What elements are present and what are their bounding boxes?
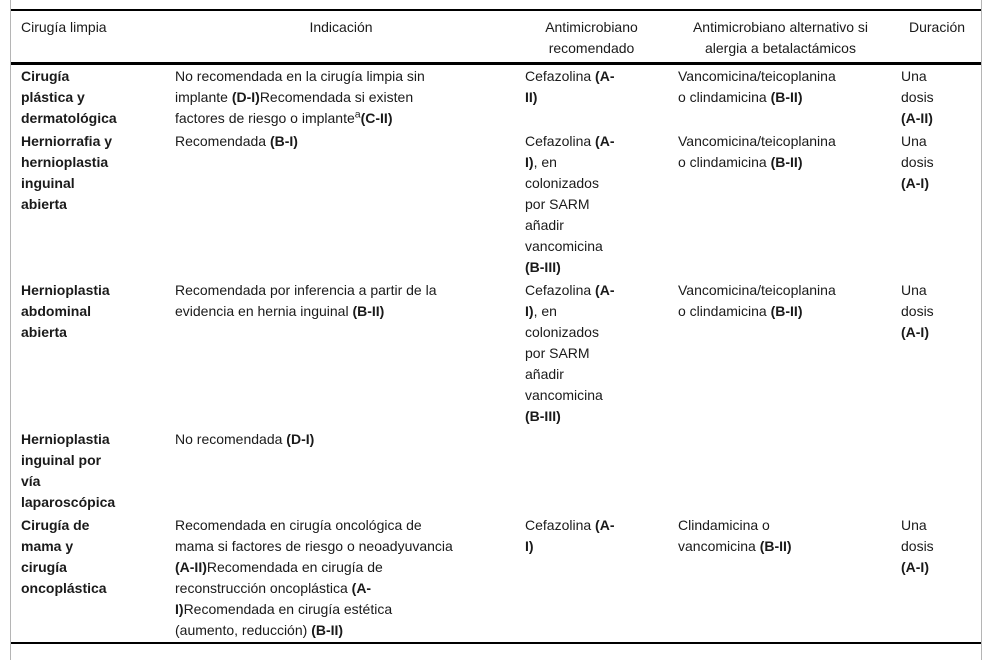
text-run: Una dosis [901,282,934,319]
indication-cell [167,279,515,428]
table-row [11,428,981,514]
prophylaxis-table [11,9,981,644]
indication-cell-content [175,515,455,641]
header-row [11,10,981,64]
antimicrobial-cell-content [525,66,620,108]
duration-cell [893,514,981,643]
text-run: Cefazolina [525,68,596,84]
evidence-grade: (A-I) [525,517,615,554]
evidence-grade: (B-II) [311,622,344,638]
col-header-antimicrobial: Antimicrobiano recomendado [515,10,668,64]
text-run: Recomendada si existen factores de riesgo o implante [175,89,414,126]
evidence-grade: (A-II) [525,68,615,105]
indication-cell [167,428,515,514]
text-run: Una dosis [901,133,934,170]
evidence-grade: (D-I) [231,89,260,105]
surgery-cell [11,64,167,131]
text-run: Clindamicina o vancomicina [678,517,770,554]
text-run: Cefazolina [525,133,596,149]
col-header-duration: Duración [893,10,981,64]
evidence-grade: (B-II) [770,89,803,105]
evidence-grade: (B-II) [770,154,803,170]
table-row [11,279,981,428]
evidence-grade: (B-II) [759,538,792,554]
text-run: Recomendada [175,133,270,149]
text-run: Recomendada por inferencia a partir de la evidencia en hernia inguinal [175,282,437,319]
evidence-grade: (A-I) [901,324,929,340]
text-run: Vancomicina/teicoplanina o clindamicina [678,68,836,105]
evidence-grade: (A-II) [901,110,933,126]
evidence-grade: (B-II) [770,303,803,319]
duration-cell [893,64,981,131]
alternative-cell-content [678,66,843,108]
indication-cell-content [175,131,455,152]
alternative-cell-content [678,515,843,557]
evidence-grade: (A-I) [901,559,929,575]
indication-cell [167,514,515,643]
text-run: Vancomicina/teicoplanina o clindamicina [678,133,836,170]
evidence-grade: (C-II) [360,110,393,126]
text-run: Una dosis [901,68,934,105]
table-row [11,64,981,131]
text-run: Recomendada en cirugía oncológica de mama si factores de riesgo o neoadyuvancia [175,517,453,554]
text-run: No recomendada [175,431,287,447]
antimicrobial-cell [515,279,668,428]
col-header-indication: Indicación [167,10,515,64]
alternative-cell-content [678,131,843,173]
surgery-name: Cirugía plástica y dermatológica [21,68,117,126]
antimicrobial-cell [515,64,668,131]
surgery-cell [11,428,167,514]
evidence-grade: (A-I) [525,282,615,319]
antimicrobial-cell [515,130,668,279]
indication-cell-content [175,66,455,129]
indication-cell [167,130,515,279]
antimicrobial-cell [515,514,668,643]
alternative-cell [668,130,893,279]
alternative-cell [668,514,893,643]
surgery-cell [11,130,167,279]
table-body [11,64,981,644]
text-run: Una dosis [901,517,934,554]
col-header-alternative: Antimicrobiano alternativo si alergia a betalactámicos [668,10,893,64]
antimicrobial-cell-content [525,280,620,427]
alternative-cell-content [678,280,843,322]
alternative-cell [668,64,893,131]
evidence-grade: (A-I) [525,133,615,170]
surgery-name: Herniorrafia y hernioplastia inguinal abierta [21,133,113,212]
duration-cell [893,279,981,428]
evidence-grade: (B-III) [525,408,561,424]
text-run: Cefazolina [525,517,596,533]
text-run: Recomendada en cirugía estética (aumento, reducción) [175,601,393,638]
table-frame [10,0,982,660]
alternative-cell [668,279,893,428]
footnote-marker: a [354,108,361,121]
evidence-grade: (A-II) [175,559,207,575]
surgery-cell [11,514,167,643]
evidence-grade: (B-I) [269,133,298,149]
duration-cell-content [901,131,949,194]
text-run: , en colonizados por SARM añadir vancomicina [525,154,603,254]
indication-cell-content [175,429,455,450]
col-header-surgery: Cirugía limpia [11,10,167,64]
duration-cell [893,130,981,279]
evidence-grade: (B-II) [352,303,385,319]
text-run: No recomendada en la cirugía limpia sin implante [175,68,425,105]
text-run: Recomendada en cirugía de reconstrucción oncoplástica [175,559,383,596]
surgery-name: Hernioplastia abdominal abierta [21,282,110,340]
duration-cell-content [901,66,949,129]
text-run: Cefazolina [525,282,596,298]
text-run: , en colonizados por SARM añadir vancomicina [525,303,603,403]
surgery-name: Cirugía de mama y cirugía oncoplástica [21,517,107,596]
table-row [11,514,981,643]
evidence-grade: (B-III) [525,259,561,275]
surgery-name: Hernioplastia inguinal por vía laparoscópica [21,431,116,510]
duration-cell-content [901,515,949,578]
indication-cell [167,64,515,131]
evidence-grade: (A-I) [175,580,372,617]
surgery-cell [11,279,167,428]
text-run: Vancomicina/teicoplanina o clindamicina [678,282,836,319]
alternative-cell [668,428,893,514]
evidence-grade: (A-I) [901,175,929,191]
duration-cell [893,428,981,514]
antimicrobial-cell-content [525,515,620,557]
antimicrobial-cell [515,428,668,514]
table-row [11,130,981,279]
duration-cell-content [901,280,949,343]
evidence-grade: (D-I) [286,431,315,447]
indication-cell-content [175,280,455,322]
antimicrobial-cell-content [525,131,620,278]
